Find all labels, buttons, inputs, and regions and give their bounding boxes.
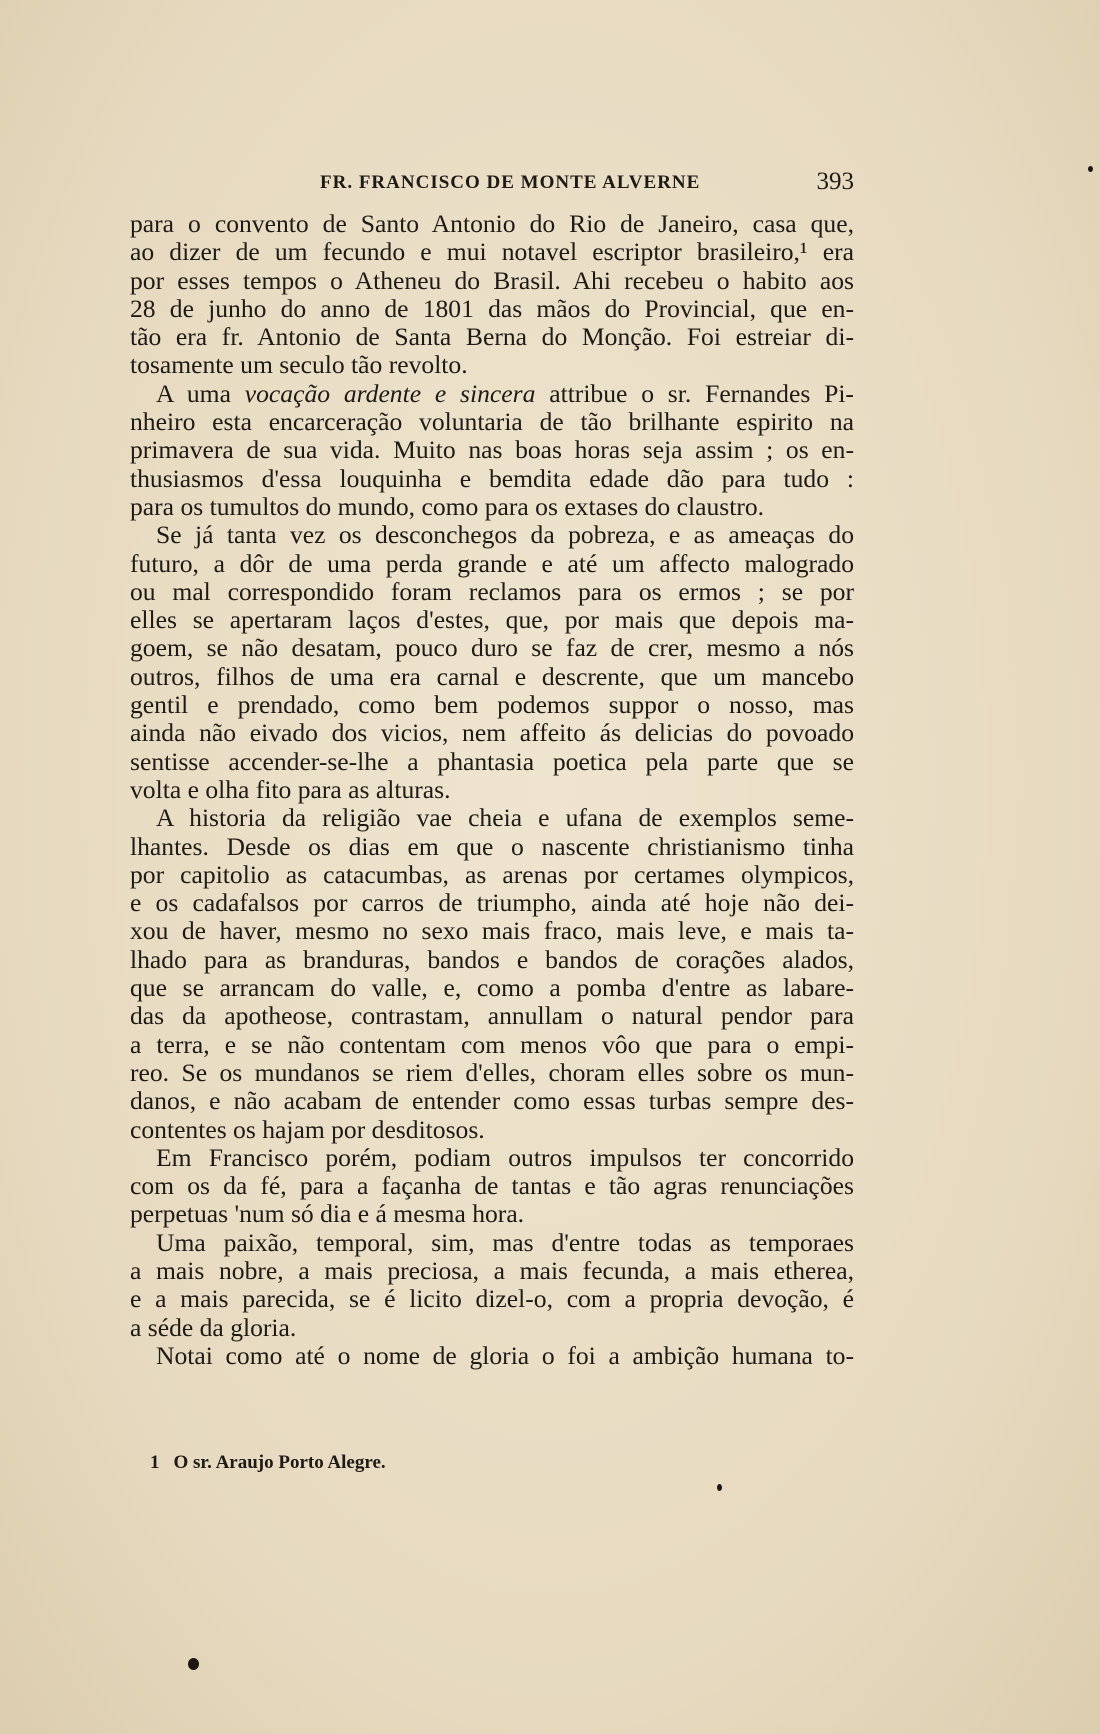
- text-line: para os tumultos do mundo, como para os extases do claustro.: [130, 492, 765, 521]
- text-line: contentes os hajam por desditosos.: [130, 1115, 485, 1144]
- text-line: ao dizer de um fecundo e mui notavel escriptor brasileiro,¹ era: [130, 238, 854, 267]
- text-line: e a mais parecida, se é licito dizel-o, com a propria devoção, é: [130, 1285, 854, 1314]
- running-head: FR. FRANCISCO DE MONTE ALVERNE: [320, 172, 701, 193]
- footnote-text: O sr. Araujo Porto Alegre.: [173, 1452, 386, 1473]
- text-line: com os da fé, para a façanha de tantas e tão agras renunciações: [130, 1172, 854, 1201]
- footnote: [150, 1452, 386, 1474]
- text-line: goem, se não desatam, pouco duro se faz de crer, mesmo a nós: [130, 634, 854, 663]
- text-line: Uma paixão, temporal, sim, mas d'entre todas as temporaes: [156, 1228, 854, 1257]
- text-line: perpetuas 'num só dia e á mesma hora.: [130, 1200, 525, 1229]
- text-line: primavera de sua vida. Muito nas boas horas seja assim ; os en-: [130, 436, 854, 465]
- text-line: sentisse accender-se-lhe a phantasia poetica pela parte que se: [130, 747, 854, 776]
- text-line: Notai como até o nome de gloria o foi a ambição humana to-: [156, 1341, 854, 1370]
- text-line: Em Francisco porém, podiam outros impulsos ter concorrido: [156, 1143, 854, 1172]
- text-line: das da apotheose, contrastam, annullam o natural pendor para: [130, 1002, 854, 1031]
- text-line: para o convento de Santo Antonio do Rio de Janeiro, casa que,: [130, 210, 854, 238]
- text-line: gentil e prendado, como bem podemos suppor o nosso, mas: [130, 691, 854, 720]
- text-line: 28 de junho do anno de 1801 das mãos do Provincial, que en-: [130, 294, 854, 323]
- emphasized-phrase: vocação ardente e sincera: [244, 379, 536, 408]
- text-segment: A uma: [156, 379, 231, 408]
- text-line: futuro, a dôr de uma perda grande e até um affecto malogrado: [130, 549, 854, 578]
- ink-spot: [188, 1658, 199, 1670]
- text-line: thusiasmos d'essa louquinha e bemdita edade dão para tudo :: [130, 464, 854, 493]
- text-line: que se arrancam do valle, e, como a pomba d'entre as labare-: [130, 974, 854, 1003]
- text-line: [130, 380, 854, 408]
- text-line: tão era fr. Antonio de Santa Berna do Monção. Foi estreiar di-: [130, 323, 854, 352]
- text-line: e os cadafalsos por carros de triumpho, ainda até hoje não dei-: [130, 889, 854, 918]
- text-line: xou de haver, mesmo no sexo mais fraco, mais leve, e mais ta-: [130, 917, 854, 946]
- text-line: elles se apertaram laços d'estes, que, por mais que depois ma-: [130, 606, 854, 635]
- ink-spot: [1088, 166, 1093, 172]
- text-line: por capitolio as catacumbas, as arenas por certames olympicos,: [130, 860, 854, 889]
- text-line: ainda não eivado dos vicios, nem affeito ás delicias do povoado: [130, 719, 854, 748]
- text-line: lhado para as branduras, bandos e bandos de corações alados,: [130, 945, 854, 974]
- text-line: Se já tanta vez os desconchegos da pobreza, e as ameaças do: [156, 521, 854, 550]
- body-text: [130, 210, 854, 1370]
- footnote-number: 1: [150, 1452, 160, 1473]
- text-line: volta e olha fito para as alturas.: [130, 775, 451, 804]
- text-line: a mais nobre, a mais preciosa, a mais fecunda, a mais etherea,: [130, 1256, 854, 1285]
- text-line: a séde da gloria.: [130, 1313, 297, 1342]
- text-line: lhantes. Desde os dias em que o nascente christianismo tinha: [130, 832, 854, 861]
- text-line: danos, e não acabam de entender como essas turbas sempre des-: [130, 1087, 854, 1116]
- text-line: reo. Se os mundanos se riem d'elles, choram elles sobre os mun-: [130, 1058, 854, 1087]
- ink-spot: [717, 1484, 722, 1491]
- text-line: nheiro esta encarceração voluntaria de tão brilhante espirito na: [130, 408, 854, 437]
- text-line: outros, filhos de uma era carnal e descrente, que um mancebo: [130, 662, 854, 691]
- page-number: 393: [816, 168, 854, 195]
- text-line: tosamente um seculo tão revolto.: [130, 351, 468, 380]
- text-line: A historia da religião vae cheia e ufana de exemplos seme-: [156, 804, 854, 833]
- text-line: por esses tempos o Atheneu do Brasil. Ahi recebeu o habito aos: [130, 266, 854, 295]
- text-line: a terra, e se não contentam com menos vôo que para o empi-: [130, 1030, 854, 1059]
- page-header: [130, 168, 854, 198]
- text-line: ou mal correspondido foram reclamos para os ermos ; se por: [130, 577, 854, 606]
- text-segment: attribue o sr. Fernandes Pi-: [549, 379, 854, 408]
